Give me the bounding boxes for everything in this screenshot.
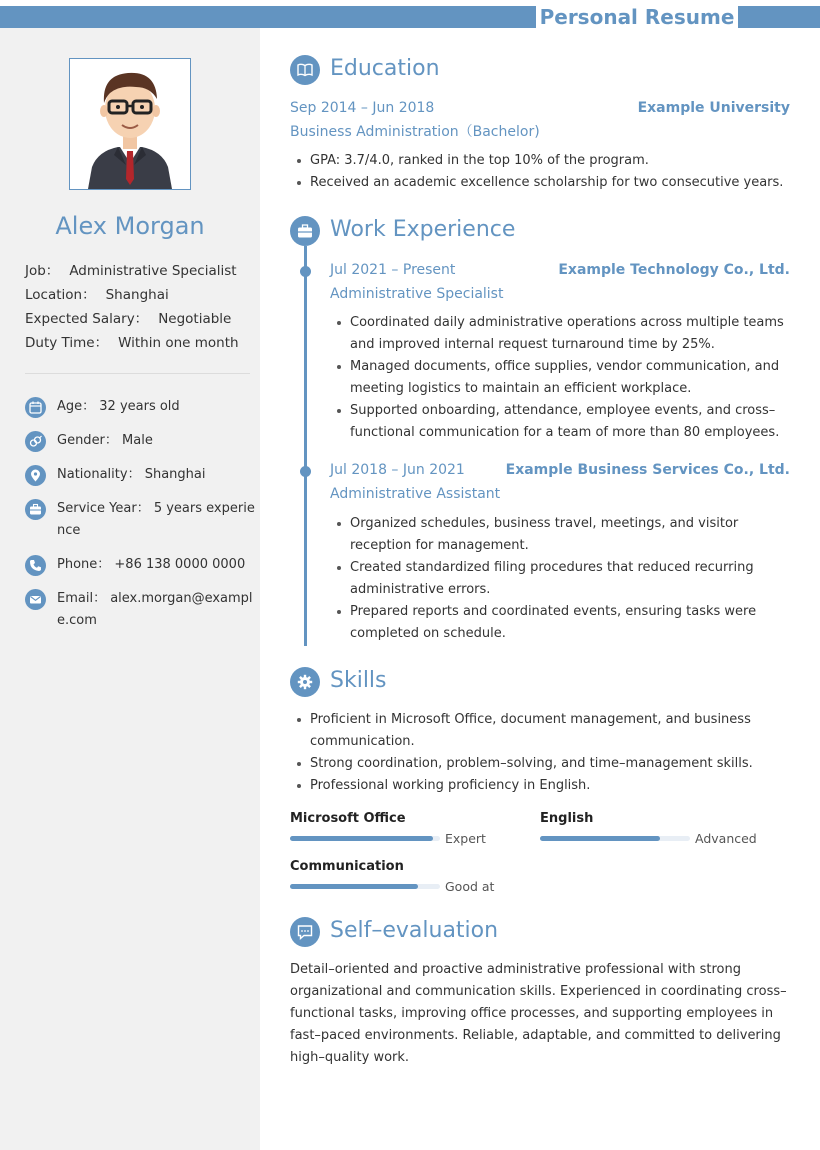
skill-name: English	[540, 811, 594, 826]
personal-item-service-year	[25, 498, 260, 542]
list-item: Strong coordination, problem–solving, and time–management skills.	[290, 753, 760, 775]
personal-item-nationality	[25, 464, 260, 486]
skill-level-label: Expert	[445, 831, 486, 846]
job-role: Administrative Specialist	[330, 286, 504, 302]
info-row-duty-time	[25, 331, 239, 355]
avatar-illustration	[70, 59, 190, 189]
list-item: Coordinated daily administrative operations across multiple teams and improved internal request turnaround time by 25%.	[330, 312, 795, 356]
gear-icon	[290, 667, 320, 697]
personal-item-phone	[25, 554, 260, 576]
timeline-dot	[300, 266, 311, 277]
list-item: Proficient in Microsoft Office, document management, and business communication.	[290, 709, 760, 753]
self-evaluation-text: Detail–oriented and proactive administrative professional with strong organizational and communication skills. Experienced in coordinating cross–functional tasks, improving office processes, and supporting employees in fast–paced environments. Reliable, adaptable, and committed to delivering high–quality work.	[290, 962, 787, 1065]
education-title: Education	[330, 56, 440, 81]
info-key: Location：	[25, 287, 96, 303]
info-value: Negotiable	[158, 311, 232, 327]
skill-bar-fill	[290, 884, 418, 889]
personal-text: Nationality： Shanghai	[57, 467, 206, 482]
job-date: Jul 2018 – Jun 2021	[330, 462, 465, 478]
job-company: Example Business Services Co., Ltd.	[505, 462, 790, 478]
job-company: Example Technology Co., Ltd.	[558, 262, 790, 278]
profile-name: Alex Morgan	[55, 212, 205, 240]
info-value: Shanghai	[105, 287, 169, 303]
job-role: Administrative Assistant	[330, 486, 501, 502]
personal-text: Age： 32 years old	[57, 399, 180, 414]
briefcase-icon	[25, 499, 46, 520]
chat-icon	[290, 917, 320, 947]
sidebar	[0, 28, 260, 1150]
personal-item-age	[25, 396, 260, 418]
skill-bar-fill	[540, 836, 660, 841]
list-item: Received an academic excellence scholarship for two consecutive years.	[290, 172, 795, 194]
info-key: Job：	[25, 263, 60, 279]
skill-bar-fill	[290, 836, 433, 841]
info-row-salary	[25, 307, 239, 331]
info-value: Administrative Specialist	[69, 263, 237, 279]
list-item: Organized schedules, business travel, meetings, and visitor reception for management.	[330, 513, 795, 557]
skill-level-label: Advanced	[695, 831, 757, 846]
self-evaluation-title: Self–evaluation	[330, 918, 499, 943]
calendar-icon	[25, 397, 46, 418]
personal-item-email	[25, 588, 260, 632]
sidebar-divider	[25, 373, 250, 374]
avatar	[69, 58, 191, 190]
skill-bar	[290, 884, 440, 889]
education-date: Sep 2014 – Jun 2018	[290, 100, 435, 116]
info-row-location	[25, 283, 239, 307]
book-icon	[290, 55, 320, 85]
mail-icon	[25, 589, 46, 610]
list-item: Created standardized filing procedures that reduced recurring administrative errors.	[330, 557, 795, 601]
info-key: Expected Salary：	[25, 311, 149, 327]
info-key: Duty Time：	[25, 335, 109, 351]
education-school: Example University	[637, 100, 790, 116]
skill-level-label: Good at	[445, 879, 495, 894]
profile-info	[25, 259, 239, 355]
personal-details	[25, 396, 260, 644]
job-date: Jul 2021 – Present	[330, 262, 456, 278]
list-item: Supported onboarding, attendance, employee events, and cross–functional communication for a team of more than 80 employees.	[330, 400, 795, 444]
page-title: Personal Resume	[539, 5, 735, 29]
list-item: Prepared reports and coordinated events, ensuring tasks were completed on schedule.	[330, 601, 795, 645]
briefcase-icon	[290, 216, 320, 246]
personal-text: Service Year： 5 years experience	[57, 501, 255, 538]
personal-text: Gender： Male	[57, 433, 153, 448]
education-bullets	[290, 150, 795, 194]
list-item: Managed documents, office supplies, vendor communication, and meeting logistics to maintain an efficient workplace.	[330, 356, 795, 400]
skills-bullets	[290, 709, 760, 797]
gender-icon	[25, 431, 46, 452]
education-major: Business Administration（Bachelor)	[290, 124, 540, 140]
header-title-box	[536, 6, 738, 28]
job-bullets	[330, 513, 795, 645]
personal-text: Phone： +86 138 0000 0000	[57, 557, 246, 572]
job-bullets	[330, 312, 795, 444]
info-row-job	[25, 259, 239, 283]
skill-bar	[540, 836, 690, 841]
skill-bar	[290, 836, 440, 841]
timeline-line	[304, 246, 307, 646]
timeline-dot	[300, 466, 311, 477]
location-pin-icon	[25, 465, 46, 486]
work-title: Work Experience	[330, 217, 516, 242]
phone-icon	[25, 555, 46, 576]
info-value: Within one month	[118, 335, 239, 351]
list-item: GPA: 3.7/4.0, ranked in the top 10% of the program.	[290, 150, 795, 172]
skill-name: Communication	[290, 859, 404, 874]
skill-name: Microsoft Office	[290, 811, 406, 826]
personal-text: Email： alex.morgan@example.com	[57, 591, 253, 628]
personal-item-gender	[25, 430, 260, 452]
list-item: Professional working proficiency in English.	[290, 775, 760, 797]
skills-title: Skills	[330, 668, 387, 693]
